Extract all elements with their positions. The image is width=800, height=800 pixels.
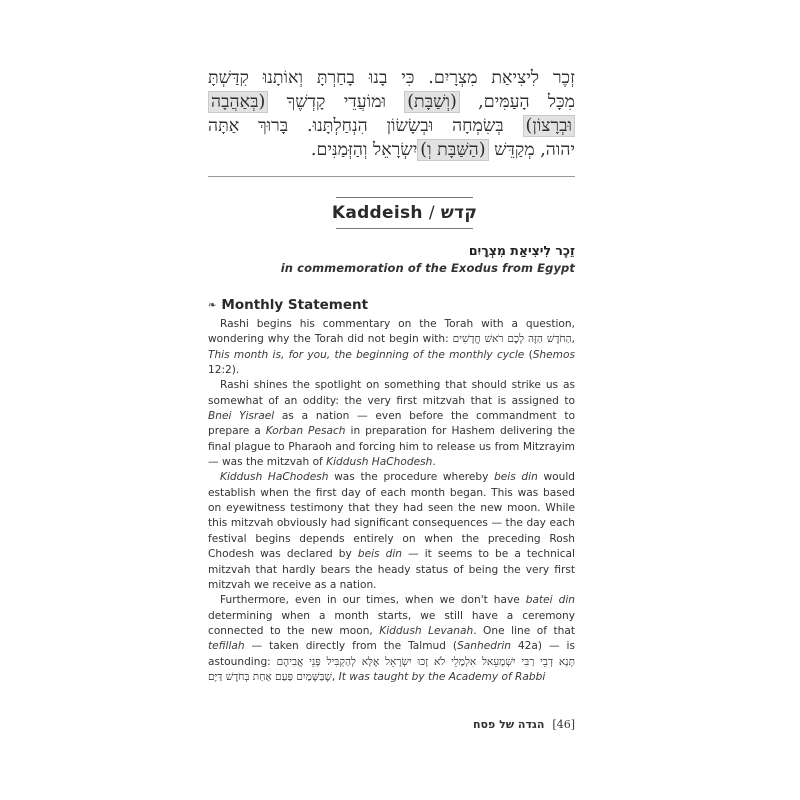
paragraph-2: Rashi shines the spotlight on something that should strike us as somewhat of an oddity: the very first mitzvah that is assigned to Bnei Yisrael as a nation — even before the commandment to prepare a Korban Pesach in preparation for Hashem delivering the final plague to Pharaoh and forcing him to release us from Mitzrayim — was the mitzvah of Kiddush HaChodesh. xyxy=(208,379,576,469)
commentary-title-text: Monthly Statement xyxy=(221,297,369,313)
shabbat-insert-highlight: (הַשַּׁבָּת וְ) xyxy=(417,139,488,161)
blessing-line-3: וּבְרָצוֹן) בְּשִׂמְחָה וּבְשָׂשׂוֹן הִנְחַלְתָּנוּ. בָּרוּךְ אַתָּה xyxy=(208,114,575,138)
section-header-english: Kaddeish xyxy=(331,203,423,223)
blessing-line-4: יהוה, מְקַדֵּשׁ (הַשַּׁבָּת וְ)יִשְׂרָאֵל וְהַזְּמַנִּים. xyxy=(310,140,575,160)
commentary-title xyxy=(208,297,368,313)
commentary-body xyxy=(208,317,575,685)
section-header-hebrew: קדש xyxy=(440,203,478,223)
paragraph-1: Rashi begins his commentary on the Torah with a question, wondering why the Torah did not begin with: הַחֹדֶשׁ הַזֶּה לָכֶם רֹאשׁ חֳדָשִׁים, This month is, for you, the beginning of the monthly cycle (Shemos 12:2). xyxy=(208,318,575,377)
page-footer xyxy=(473,718,575,731)
blessing-line-2: מִכָּל הָעַמִּים, (וְשַׁבָּת) וּמוֹעֲדֵי קָדְשֶׁךָ (בְּאַהֲבָה xyxy=(208,90,575,114)
subheading-english: in commemoration of the Exodus from Egypt xyxy=(280,261,575,275)
section-header xyxy=(331,197,478,229)
paragraph-4: Furthermore, even in our times, when we don't have batei din determining when a month starts, we still have a ceremony connected to the new moon, Kiddush Levanah. One line of that tefillah — taken directly from the Talmud (Sanhedrin 42a) — is astounding: תָּנָא דְבֵי רַבִּי יִשְׁמָעֵאל אִלְמָלֵי לֹא זָכוּ יִשְׂרָאֵל אֶלָּא לְהַקְבִּיל פְּנֵי אֲבִיהֶם שֶׁבַּשָּׁמַיִם פַּעַם אַחַת בְּחֹדֶשׁ דַּיָּם, It was taught by the Academy of Rabbi xyxy=(208,594,575,683)
running-title: הגדה של פסח xyxy=(472,718,545,731)
subheading-hebrew: זֵכֶר לִיצִיאַת מִצְרָיִם xyxy=(468,243,575,258)
shabbat-insert-highlight: (וְשַׁבָּת) xyxy=(404,91,460,113)
page-number: [46] xyxy=(552,718,575,731)
book-page xyxy=(208,0,575,800)
blessing-line-1: זְכֶר לִיצִיאַת מִצְרָיִם. כִּי בָנוּ בָחַרְתָּ וְאוֹתָנוּ קִדַּשְׁתָּ xyxy=(208,68,575,88)
section-header-separator: / xyxy=(428,203,435,223)
paragraph-3: Kiddush HaChodesh was the procedure whereby beis din would establish when the first day of each month began. This was based on eyewitness testimony that they had seen the new moon. While this mitzvah obviously had significant consequences — the day each festival begins depends entirely on when the preceding Rosh Chodesh was declared by beis din — it seems to be a technical mitzvah that hardly bears the heady status of being the very first mitzvah we receive as a nation. xyxy=(208,471,575,591)
kiddush-blessing-text xyxy=(208,66,575,162)
shabbat-insert-highlight: (בְּאַהֲבָה xyxy=(208,91,268,113)
shabbat-insert-highlight: וּבְרָצוֹן) xyxy=(523,115,575,137)
section-divider xyxy=(208,176,575,177)
fleuron-ornament-icon: ❧ xyxy=(208,299,217,311)
